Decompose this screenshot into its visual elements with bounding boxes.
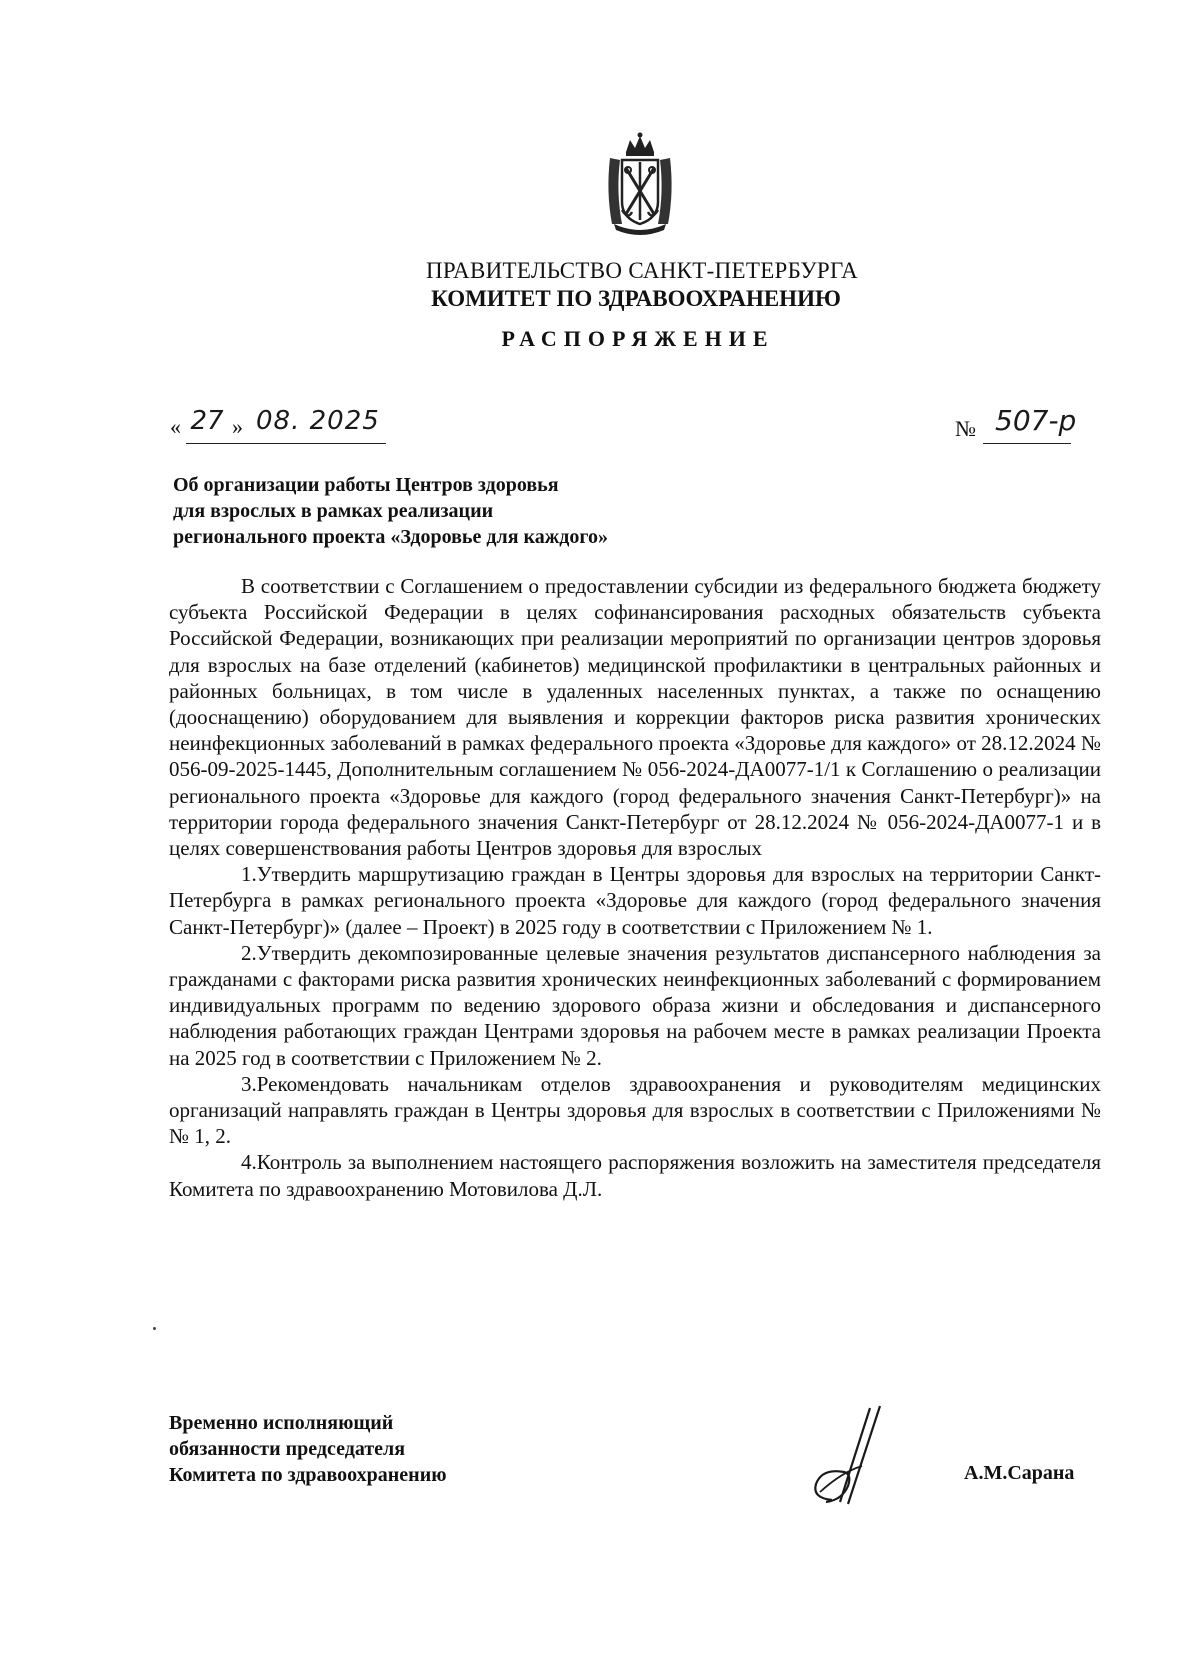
date-underline (186, 443, 386, 444)
signer-line-1: Временно исполняющий (169, 1412, 394, 1434)
title-line-2: для взрослых в рамках реализации (173, 500, 494, 522)
date-close-quote: » (232, 414, 243, 439)
date-month-year: 08. 2025 (256, 406, 380, 436)
government-heading: ПРАВИТЕЛЬСТВО САНКТ-ПЕТЕРБУРГА (425, 258, 859, 283)
number-underline (983, 443, 1071, 444)
coat-of-arms-emblem (602, 132, 678, 236)
document-date (170, 406, 410, 446)
preamble-paragraph: В соответствии с Соглашением о предоставлении субсидии из федерального бюджета бюджету субъекта Российской Федерации в целях софинансирования расходных обязательств субъекта Российской Федерации, возникающих при реализации мероприятий по организации центров здоровья для взрослых на базе отделений (кабинетов) медицинской профилактики в центральных районных и районных больницах, в том числе в удаленных населенных пунктах, а также по оснащению (дооснащению) оборудованием для выявления и коррекции факторов риска развития хронических неинфекционных заболеваний в рамках федерального проекта «Здоровье для каждого» от 28.12.2024 № 056-09-2025-1445, Дополнительным соглашением № 056-2024-ДА0077-1/1 к Соглашению о реализации регионального проекта «Здоровье для каждого (город федерального значения Санкт-Петербург)» на территории города федерального значения Санкт-Петербург от 28.12.2024 № 056-2024-ДА0077-1 и в целях совершенствования работы Центров здоровья для взрослых (169, 574, 1101, 861)
scan-speck (153, 1327, 156, 1330)
number-value: 507-р (995, 404, 1077, 437)
signer-line-3: Комитета по здравоохранению (169, 1464, 447, 1486)
item-number: 1. (241, 862, 257, 887)
list-item-4 (169, 1149, 1101, 1201)
item-number: 2. (241, 940, 257, 965)
document-number (955, 406, 1095, 446)
handwritten-signature (792, 1402, 902, 1512)
item-number: 4. (241, 1150, 257, 1175)
item-text: Рекомендовать начальникам отделов здравоохранения и руководителям медицинских организаций направлять граждан в Центры здоровья для взрослых в соответствии с Приложениями № № 1, 2. (169, 1071, 1101, 1149)
list-item-2 (169, 940, 1101, 1071)
date-open-quote: « (170, 414, 181, 439)
item-number: 3. (241, 1071, 257, 1096)
document-title (173, 472, 608, 550)
document-type-heading: РАСПОРЯЖЕНИЕ (501, 326, 775, 351)
title-line-1: Об организации работы Центров здоровья (173, 474, 559, 496)
title-line-3: регионального проекта «Здоровье для каждого» (173, 526, 608, 548)
item-text: Контроль за выполнением настоящего распоряжения возложить на заместителя председателя Комитета по здравоохранению Мотовилова Д.Л. (169, 1150, 1101, 1201)
item-text: Утвердить маршрутизацию граждан в Центры здоровья для взрослых на территории Санкт-Петербурга в рамках регионального проекта «Здоровье для каждого (город федерального значения Санкт-Петербург)» (далее – Проект) в 2025 году в соответствии с Приложением № 1. (169, 862, 1101, 939)
document-body (169, 573, 1101, 1202)
date-day: 27 (190, 406, 224, 436)
signer-name: А.М.Сарана (964, 1462, 1075, 1484)
number-sign: № (955, 416, 976, 441)
list-item-3 (169, 1071, 1101, 1150)
item-text: Утвердить декомпозированные целевые значения результатов диспансерного наблюдения за гражданами с факторами риска развития хронических неинфекционных заболеваний с формированием индивидуальных программ по ведению здорового образа жизни и обследования и диспансерного наблюдения работающих граждан Центрами здоровья на рабочем месте в рамках реализации Проекта на 2025 год в соответствии с Приложением № 2. (169, 940, 1101, 1070)
signer-position (169, 1410, 447, 1488)
committee-heading: КОМИТЕТ ПО ЗДРАВООХРАНЕНИЮ (431, 286, 841, 311)
list-item-1 (169, 861, 1101, 940)
signer-line-2: обязанности председателя (169, 1438, 406, 1460)
